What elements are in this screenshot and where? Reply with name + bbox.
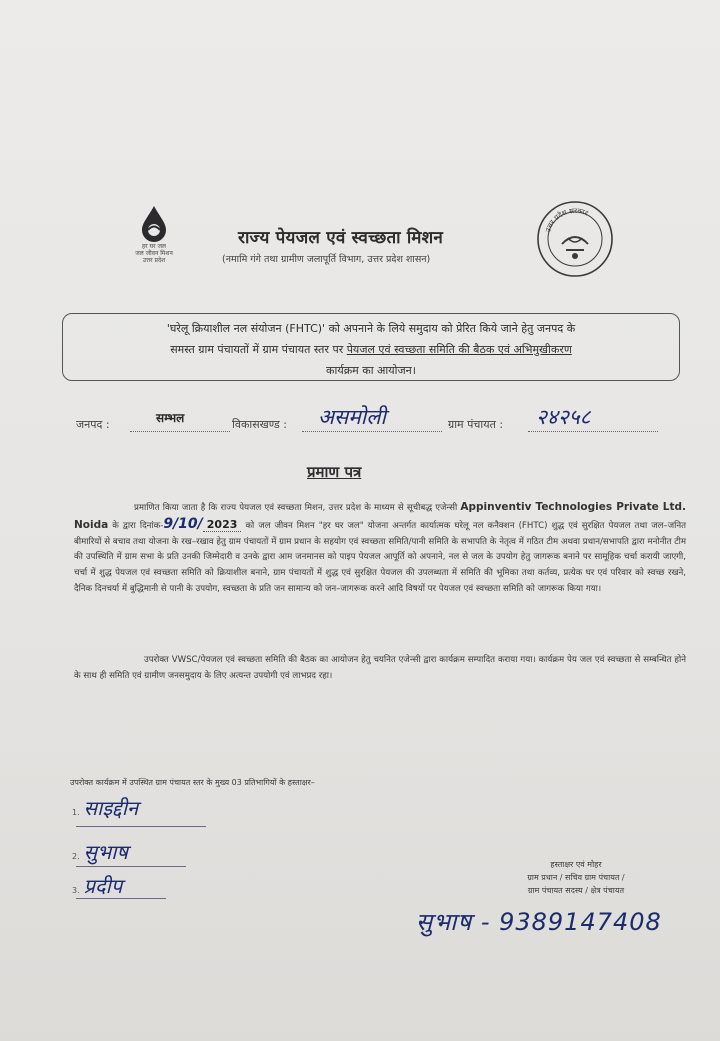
certificate-body (74, 500, 686, 600)
attest-line-3: ग्राम पंचायत सदस्य / क्षेत्र पंचायत (527, 886, 625, 895)
logo-caption-1: हर घर जल (142, 243, 166, 250)
sig-underline-2 (76, 866, 186, 867)
district-label: जनपद : (76, 418, 110, 431)
certificate-paragraph-2-wrap (74, 653, 686, 685)
district-line (130, 431, 230, 432)
logo-caption-2: जल जीवन मिशन (135, 250, 173, 257)
participant-signature-3 (72, 872, 122, 899)
cert-text-c: को जल जीवन मिशन "हर घर जल" योजना अन्तर्गत कार्यात्मक घरेलू नल कनैक्शन (FHTC) शुद्ध एवं सुरक्षित पेयजल तथा जल–जनित बीमारियों से बचाव तथा योजना के रख–रखाव हेतु ग्राम पंचायतों में ग्राम प्रधान के सहयोग एवं स्वच्छता समिति/पानी समिति के सभापति के नेतृत्व में गठित टीम अथवा प्रधान/सभापति द्वारा मनोनीत टीम की उपस्थिति में ग्राम सभा के प्रति उनकी जिम्मेदारी व उनके द्वारा आम जनमानस को पाइप पेयजल आपूर्ति को अपनाने, नल से जल के उपयोग हेतु जागरूक बनाने पर सामूहिक चर्चा करायी जाएगी, चर्चा में शुद्ध पेयजल एवं स्वच्छता समिति को क्रियाशील बनाने, ग्राम पंचायतों में शुद्ध एवं सुरक्षित पेयजल की उपलब्धता में समिति की भूमिका तथा कर्तव्य, प्रत्येक घर एवं परिवार को स्वच्छ रखने, दैनिक दिनचर्या में बुद्धिमानी से पानी के उपयोग, स्वच्छता के प्रति जन सामान्य को जन–जागरूक करने आदि विषयों पर पेयजल एवं स्वच्छता समिति को जागरूक किया गया। (74, 520, 686, 594)
certificate-paragraph-2: उपरोक्त VWSC/पेयजल एवं स्वच्छता समिति की बैठक का आयोजन हेतु चयनित एजेन्सी द्वारा कार्यक्रम सम्पादित कराया गया। कार्यक्रम पेय जल एवं स्वच्छता से सम्बन्धित होने के साथ ही समिति एवं ग्रामीण जनसमुदाय के लिए अत्यन्त उपयोगी एवं लाभप्रद रहा। (74, 655, 686, 681)
handwritten-signoff: सुभाष - 9389147408 (416, 908, 662, 936)
participants-note: उपरोक्त कार्यक्रम में उपस्थित ग्राम पंचायत स्तर के मुख्य 03 प्रतिभागियों के हस्ताक्षर– (70, 778, 315, 787)
block-line (302, 431, 442, 432)
block-label: विकासखण्ड : (232, 418, 288, 431)
sig-underline-3 (76, 898, 166, 899)
gram-panchayat-line (528, 431, 658, 432)
certificate-paragraph-1 (74, 500, 686, 598)
logo-caption-3: उत्तर प्रदेश (142, 257, 166, 264)
up-government-seal (536, 200, 614, 278)
sig-name-3: प्रदीप (83, 874, 123, 898)
agency-name: Appinventiv Technologies Private Ltd. Noida (74, 501, 687, 531)
sig-num-1: 1. (72, 808, 80, 817)
sig-underline-1 (76, 826, 206, 827)
sig-num-3: 3. (72, 886, 80, 895)
program-line-2a: समस्त ग्राम पंचायतों में ग्राम पंचायत स्तर पर (170, 343, 347, 356)
program-line-1: 'घरेलू क्रियाशील नल संयोजन (FHTC)' को अपनाने के लिये समुदाय को प्रेरित किये जाने हेतु जनपद के (166, 322, 576, 335)
gram-panchayat-label: ग्राम पंचायत : (448, 418, 504, 431)
attest-line-1: हस्ताक्षर एवं मोहर (550, 860, 602, 869)
program-title-box (62, 313, 680, 381)
date-year: 2023 (203, 518, 242, 532)
har-ghar-jal-logo (122, 205, 186, 275)
gram-panchayat-value: २४२५८ (536, 405, 591, 429)
seal-text: उत्तर प्रदेश सरकार (544, 206, 590, 234)
attest-line-2: ग्राम प्रधान / सचिव ग्राम पंचायत / (527, 873, 625, 882)
cert-text-b: के द्वारा दिनांक- (112, 520, 164, 531)
location-fields (76, 405, 676, 435)
sig-name-2: सुभाष (83, 840, 128, 864)
program-line-3: कार्यक्रम का आयोजन। (326, 364, 416, 377)
certificate-title: प्रमाण पत्र (307, 463, 362, 481)
program-line-2b: पेयजल एवं स्वच्छता समिति की बैठक एवं अभिमुखीकरण (346, 343, 572, 356)
sig-num-2: 2. (72, 852, 80, 861)
water-drop-icon (138, 205, 170, 243)
handwritten-date: 9/10/ (163, 515, 203, 532)
attestation-block (486, 858, 666, 897)
cert-text-a: प्रमाणित किया जाता है कि राज्य पेयजल एवं स्वच्छता मिशन, उत्तर प्रदेश के माध्यम से सूचीबद्ध एजेन्सी (134, 503, 458, 513)
mission-subtitle: (नमामि गंगे तथा ग्रामीण जलापूर्ति विभाग, उत्तर प्रदेश शासन) (222, 254, 431, 265)
participant-signature-2 (72, 838, 128, 865)
program-line-2 (73, 339, 669, 360)
participant-signature-1 (72, 794, 138, 821)
mission-title: राज्य पेयजल एवं स्वच्छता मिशन (238, 228, 444, 248)
sig-name-1: साइद्दीन (83, 796, 139, 820)
district-value: सम्भल (156, 411, 185, 425)
block-value: असमोली (318, 405, 386, 429)
